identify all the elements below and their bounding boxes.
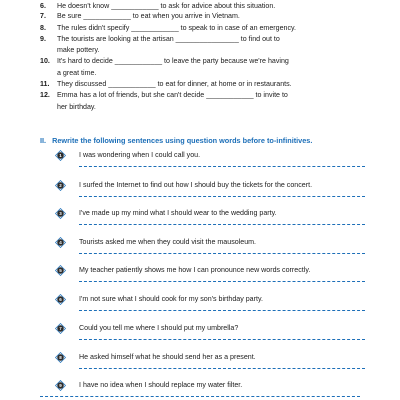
list-item xyxy=(40,90,380,113)
item-text: He doesn't know ____________ to ask for advice about this situation. xyxy=(57,2,276,10)
svg-text:9: 9 xyxy=(59,383,62,389)
svg-text:5: 5 xyxy=(59,268,62,274)
answer-line[interactable] xyxy=(79,253,365,254)
list-item xyxy=(40,56,380,79)
item-number-badge xyxy=(55,150,66,161)
list-item xyxy=(40,34,380,57)
section-number: II. xyxy=(40,136,47,145)
svg-text:3: 3 xyxy=(59,211,62,217)
item-text: The tourists are looking at the artisan ________________ to find out to xyxy=(57,34,280,43)
item-text: It's hard to decide ____________ to leave the party because we're having xyxy=(57,57,289,66)
answer-line[interactable] xyxy=(79,281,365,282)
svg-text:2: 2 xyxy=(59,183,62,189)
item-text-continued: a great time. xyxy=(57,68,97,77)
item-sentence: I was wondering when I could call you. xyxy=(79,151,201,159)
item-number: 6. xyxy=(40,2,46,10)
svg-text:7: 7 xyxy=(59,326,62,332)
item-text: Emma has a lot of friends, but she can't decide ____________ to invite to xyxy=(57,91,288,100)
svg-text:4: 4 xyxy=(59,240,62,246)
list-item xyxy=(40,79,380,90)
answer-line[interactable] xyxy=(79,196,365,197)
answer-line[interactable] xyxy=(79,224,365,225)
answer-line[interactable] xyxy=(79,310,365,311)
answer-line[interactable] xyxy=(40,396,360,397)
item-number-badge xyxy=(55,380,66,391)
svg-text:8: 8 xyxy=(59,355,62,361)
item-sentence: I've made up my mind what I should wear to the wedding party. xyxy=(79,209,277,217)
item-number: 7. xyxy=(40,12,46,21)
item-text: Be sure ____________ to eat when you arrive in Vietnam. xyxy=(57,12,240,21)
item-number: 10. xyxy=(40,57,50,66)
section-instruction: Rewrite the following sentences using question words before to-infinitives. xyxy=(52,136,313,145)
answer-line[interactable] xyxy=(79,368,365,369)
exercise-1-list xyxy=(40,0,380,113)
item-sentence: I have no idea when I should replace my water filter. xyxy=(79,381,243,389)
item-text-continued: her birthday. xyxy=(57,102,96,111)
item-number: 11. xyxy=(40,80,50,89)
item-sentence: I surfed the Internet to find out how I should buy the tickets for the concert. xyxy=(79,181,313,189)
svg-text:1: 1 xyxy=(59,153,62,159)
item-sentence: I'm not sure what I should cook for my son's birthday party. xyxy=(79,295,263,303)
item-number: 9. xyxy=(40,34,46,43)
item-number-badge xyxy=(55,180,66,191)
item-number: 8. xyxy=(40,23,46,32)
list-item xyxy=(40,23,380,34)
item-sentence: Tourists asked me when they could visit the mausoleum. xyxy=(79,238,257,246)
item-number-badge xyxy=(55,237,66,248)
item-sentence: Could you tell me where I should put my umbrella? xyxy=(79,324,239,332)
item-number-badge xyxy=(55,265,66,276)
answer-line[interactable] xyxy=(79,339,365,340)
item-number-badge xyxy=(55,208,66,219)
list-item xyxy=(40,11,380,22)
item-number-badge xyxy=(55,294,66,305)
item-text: The rules didn't specify ____________ to speak to in case of an emergency. xyxy=(57,23,297,32)
item-text-continued: make pottery. xyxy=(57,46,100,55)
item-number: 12. xyxy=(40,91,50,100)
section-heading xyxy=(40,136,385,145)
item-sentence: My teacher patiently shows me how I can pronounce new words correctly. xyxy=(79,266,311,274)
item-text: They discussed ____________ to eat for dinner, at home or in restaurants. xyxy=(57,80,292,89)
item-number-badge xyxy=(55,323,66,334)
item-sentence: He asked himself what he should send her as a present. xyxy=(79,353,256,361)
answer-line[interactable] xyxy=(79,166,365,167)
svg-text:6: 6 xyxy=(59,297,62,303)
item-number-badge xyxy=(55,352,66,363)
